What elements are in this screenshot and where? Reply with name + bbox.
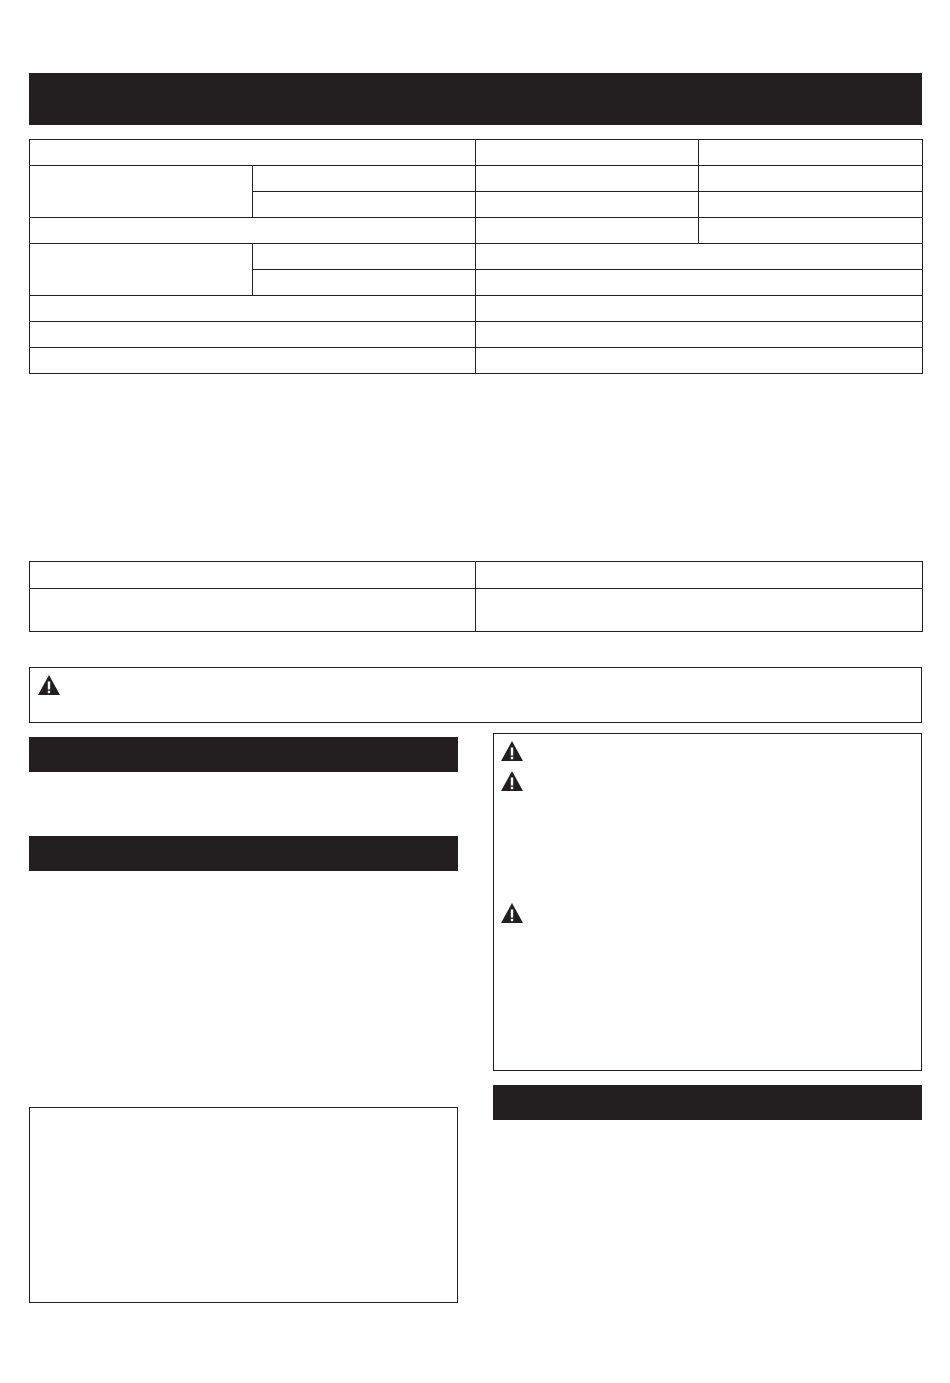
page-header-bar [29,73,922,125]
table-row [30,589,923,632]
warning-triangle-icon [37,674,61,696]
table-row [30,322,923,348]
table-row [30,244,923,270]
table-cell [476,270,923,296]
table-cell [699,140,923,166]
note-box [29,1107,458,1303]
table-cell [253,270,476,296]
table-cell [253,166,476,192]
specification-table [29,139,923,374]
table-cell [476,348,923,374]
table-cell [253,244,476,270]
table-cell [476,296,923,322]
table-cell [30,348,476,374]
table-cell [476,244,923,270]
table-cell [253,192,476,218]
section-2-header-bar [29,836,458,871]
table-cell [476,218,699,244]
table-row [30,296,923,322]
table-cell [476,192,699,218]
table-cell [699,166,923,192]
table-cell [30,218,476,244]
table-cell [476,562,923,589]
table-cell [30,244,253,296]
table-cell [30,296,476,322]
table-row [30,140,923,166]
table-row [30,166,923,192]
table-cell [476,322,923,348]
table-cell [476,166,699,192]
table-row [30,562,923,589]
table-cell [476,589,923,632]
warning-triangle-icon [500,902,524,924]
warning-triangle-icon [500,770,524,792]
table-cell [30,166,253,218]
table-cell [699,218,923,244]
section-1-header-bar [29,737,458,772]
table-row [30,348,923,374]
table-cell [30,140,476,166]
table-cell [30,322,476,348]
table-cell [476,140,699,166]
top-warning-box [29,667,922,723]
section-3-header-bar [493,1085,922,1120]
table-cell [30,562,476,589]
table-cell [30,589,476,632]
warning-triangle-icon [500,740,524,762]
table-cell [699,192,923,218]
symbols-table [29,561,923,632]
right-warning-box [493,733,922,1071]
table-row [30,218,923,244]
